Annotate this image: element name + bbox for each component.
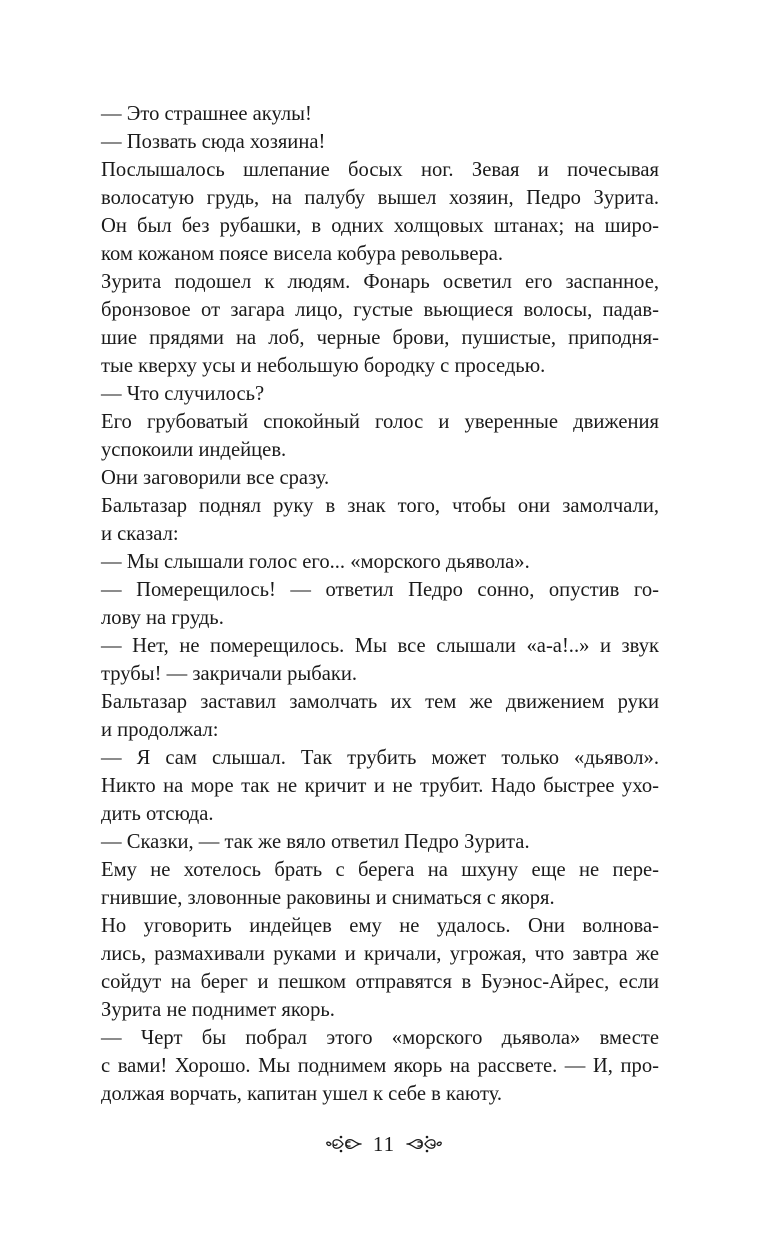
text-line: — Позвать сюда хозяина! — [101, 131, 326, 153]
page-number: 11 — [372, 1131, 396, 1156]
text-line: Бальтазар заставил замолчать их тем же движением руки — [101, 691, 659, 713]
left-ornament-icon — [325, 1132, 363, 1156]
text-line: Зурита не поднимет якорь. — [101, 999, 335, 1021]
text-line: Он был без рубашки, в одних холщовых штанах; на широ- — [101, 215, 659, 237]
text-line: Но уговорить индейцев ему не удалось. Они волнова- — [101, 915, 659, 937]
text-line: дить отсюда. — [101, 803, 214, 825]
text-line: с вами! Хорошо. Мы поднимем якорь на рассвете. — И, про- — [101, 1055, 659, 1077]
text-line: Никто на море так не кричит и не трубит. Надо быстрее ухо- — [101, 775, 659, 797]
page-footer — [0, 1128, 768, 1160]
text-line: — Это страшнее акулы! — [101, 103, 312, 125]
text-line: Они заговорили все сразу. — [101, 467, 330, 489]
text-line: Послышалось шлепание босых ног. Зевая и почесывая — [101, 159, 659, 181]
text-line: — Нет, не померещилось. Мы все слышали «а-а!..» и звук — [101, 635, 659, 657]
text-line: — Померещилось! — ответил Педро сонно, опустив го- — [101, 579, 659, 601]
text-line: Ему не хотелось брать с берега на шхуну еще не пере- — [101, 859, 659, 881]
text-line: — Я сам слышал. Так трубить может только «дьявол». — [101, 747, 659, 769]
text-line: — Черт бы побрал этого «морского дьявола» вместе — [101, 1027, 659, 1049]
text-line: и продолжал: — [101, 719, 219, 741]
text-line: лову на грудь. — [101, 607, 224, 629]
text-line: бронзовое от загара лицо, густые вьющиеся волосы, падав- — [101, 299, 659, 321]
text-line: успокоили индейцев. — [101, 439, 287, 461]
text-line: волосатую грудь, на палубу вышел хозяин, Педро Зурита. — [101, 187, 659, 209]
text-line: лись, размахивали руками и кричали, угрожая, что завтра же — [101, 943, 659, 965]
text-line: Его грубоватый спокойный голос и уверенные движения — [101, 411, 659, 433]
body-text — [101, 100, 659, 1108]
text-line: и сказал: — [101, 523, 179, 545]
text-line: сойдут на берег и пешком отправятся в Буэнос-Айрес, если — [101, 971, 659, 993]
text-line: Зурита подошел к людям. Фонарь осветил его заспанное, — [101, 271, 659, 293]
text-line: ком кожаном поясе висела кобура револьвера. — [101, 243, 504, 265]
text-line: тые кверху усы и небольшую бородку с проседью. — [101, 355, 546, 377]
text-line: Бальтазар поднял руку в знак того, чтобы они замолчали, — [101, 495, 659, 517]
text-line: должая ворчать, капитан ушел к себе в каюту. — [101, 1083, 503, 1105]
text-line: гнившие, зловонные раковины и сниматься с якоря. — [101, 887, 555, 909]
text-line: — Сказки, — так же вяло ответил Педро Зурита. — [101, 831, 530, 853]
text-line: — Что случилось? — [101, 383, 265, 405]
text-line: шие прядями на лоб, черные брови, пушистые, приподня- — [101, 327, 659, 349]
text-line: трубы! — закричали рыбаки. — [101, 663, 358, 685]
text-line: — Мы слышали голос его... «морского дьявола». — [101, 551, 530, 573]
right-ornament-icon — [405, 1132, 443, 1156]
